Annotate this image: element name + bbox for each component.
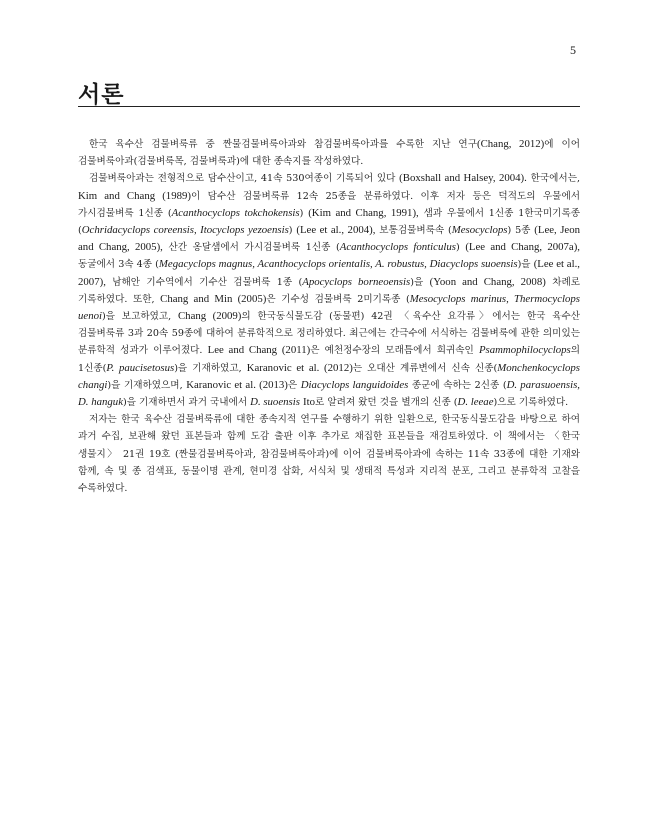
citation: Chang (2009)	[177, 310, 242, 323]
author-name: Ito	[303, 396, 315, 409]
text-run: )	[455, 242, 466, 254]
citation: Karanovic et al. (2012)	[246, 361, 353, 374]
text-run: )을 보고하였고,	[102, 311, 178, 323]
citation: (Yoon and Chang, 2008)	[429, 275, 546, 288]
text-run: ) 5종	[507, 225, 535, 237]
genus-name: Psammophilocyclops	[478, 344, 571, 357]
citation: Lee and Chang (2011)	[207, 344, 311, 357]
text-run: 저자는 한국 육수산 검물벼룩류에 대한 종속지적 연구를 수행하기 위한 일환으로, 한국동식물도감을 바탕으로 하여 과거 수집, 보관해 왔던 표본들과 함께 도감 출판 이후 추가로 채집한 표본들을 재검토하였다. 이 책에서는 〈한국 생물지〉 21권 19호 (짠물검물벼룩아과, 참검물벼룩아과)에 이어 검물벼룩아과에 속하는 11속 33종에 대한 기재와 함께, 속 및 종 검색표, 동물이명 관계, 현미경 삽화, 서식처 및 생태적 특성과 지리적 분포, 그리고 분류학적 고찰을 수록하였다.	[78, 414, 580, 495]
citation: (Boxshall and Halsey, 2004).	[399, 172, 527, 185]
species-name: Acanthocyclops fonticulus	[339, 241, 456, 254]
species-name: P. paucisetosus	[106, 361, 175, 374]
text-run: )을 기재하면서 과거 국내에서	[122, 397, 251, 409]
species-name: D. suoensis	[250, 396, 300, 409]
text-run: )을 기재하였고,	[174, 362, 247, 374]
text-run: 차례로 기록하였다. 또한,	[78, 276, 580, 305]
species-name: Apocyclops borneoensis	[302, 275, 411, 288]
species-name: Ochridacyclops coreensis, Itocyclops yezoensis	[81, 224, 289, 237]
text-run: 은	[287, 379, 301, 391]
body-text	[78, 136, 580, 497]
species-name: D. leeae	[457, 396, 494, 409]
text-run: 검물벼룩아과는 전형적으로 담수산이고, 41속 530여종이 기록되어 있다	[89, 173, 400, 185]
citation: (Lee et al., 2007),	[78, 258, 580, 288]
species-name: Mesocyclops marinus, Thermocyclops uenoi	[78, 292, 580, 323]
text-run: 의 1신종(	[78, 345, 580, 374]
text-run: )	[288, 225, 297, 237]
citation: (Lee, Jeon and Chang, 2005),	[78, 224, 581, 254]
text-run: 종군에 속하는 2신종 (	[408, 379, 507, 391]
text-run: 는 오대산 계류변에서 신속 신종(	[352, 362, 498, 374]
species-name: Mesocyclops	[451, 224, 508, 237]
species-name: Monchenkocyclops changi	[78, 361, 580, 391]
text-run: 한국 육수산 검물벼룩류 중 짠물검물벼룩아과와 참검물벼룩아과를 수록한 지난 연구	[89, 139, 477, 150]
citation: Karanovic et al. (2013)	[186, 378, 288, 391]
page-number: 5	[570, 43, 576, 57]
text-run: 산간 옹달샘에서 가시검물벼룩 1신종 (	[162, 242, 340, 254]
text-run: 이 담수산 검물벼룩류 12속 25종을 분류하였다. 이후 저자 등은 덕적도의 우물에서 가시검물벼룩 1신종 (	[78, 190, 580, 219]
text-run: 동굴에서 3속 4종 (	[78, 259, 159, 271]
text-run: 에 이어 검물벼룩아과(검물벼룩목, 검물벼룩과)에 대한 종속지를 작성하였다.	[78, 139, 581, 168]
paragraph-3	[78, 411, 580, 497]
text-run: )으로 기록하였다.	[493, 397, 569, 409]
text-run: 로 알려져 왔던 것을 별개의 신종 (	[315, 397, 458, 409]
text-run: 의 한국동식물도감 (동물편) 42권 〈육수산 요각류〉에서는 한국 육수산 검물벼룩류 3과 20속 59종에 대하여 분류학적으로 정리하였다. 최근에는 간극수에 서식하는 검물벼룩에 관한 의미있는 분류학적 성과가 이루어졌다.	[78, 311, 580, 357]
text-run: )을	[517, 259, 534, 271]
text-run: 샘과 우물에서 1신종 1한국미기록종 (	[78, 207, 580, 237]
species-name: Megacyclops magnus, Acanthocyclops orientalis, A. robustus, Diacyclops suoensis	[158, 258, 518, 271]
citation: Chang and Min (2005)	[160, 292, 267, 305]
species-name: Diacyclops languidoides	[300, 378, 409, 391]
text-run: )	[299, 207, 309, 219]
text-run: 은 예천정수장의 모래틈에서 희귀속인	[310, 345, 479, 357]
citation: (Lee and Chang, 2007a),	[465, 241, 581, 254]
citation: (Chang, 2012)	[476, 138, 545, 150]
text-run: 한국에서는,	[526, 173, 581, 185]
text-run: )을 기재하였으며,	[107, 379, 187, 391]
paragraph-2	[78, 170, 580, 411]
chapter-title: 서론	[78, 81, 125, 108]
text-run: )을	[410, 276, 430, 288]
species-name: D. parasuoensis, D. hanguk	[78, 378, 580, 409]
paragraph-1	[78, 136, 580, 170]
text-run: 남해안 기수역에서 기수산 검물벼룩 1종 (	[105, 276, 303, 288]
citation: Kim and Chang (1989)	[78, 189, 191, 202]
text-run: 은 기수성 검물벼룩 2미기록종 (	[266, 293, 410, 305]
text-run: 보통검물벼룩속 (	[375, 225, 452, 237]
species-name: Acanthocyclops tokchokensis	[171, 206, 300, 219]
citation: (Lee et al., 2004),	[296, 224, 376, 237]
title-rule	[78, 106, 580, 107]
citation: (Kim and Chang, 1991),	[308, 206, 419, 219]
